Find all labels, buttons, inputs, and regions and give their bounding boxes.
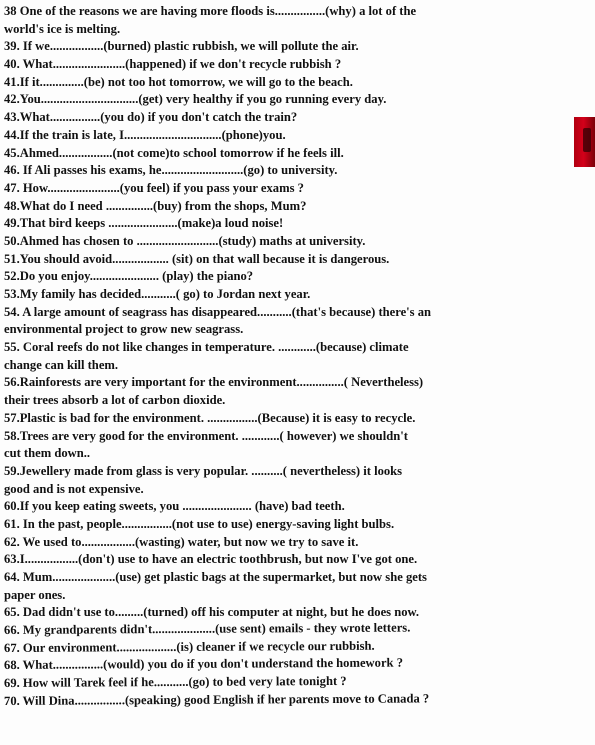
exercise-line: environmental project to grow new seagrass. [4, 322, 244, 337]
exercise-line: 67. Our environment...................(is) cleaner if we recycle our rubbish. [3, 638, 375, 655]
exercise-line: 59.Jewellery made from glass is very popular. ..........( nevertheless) it looks [4, 463, 403, 478]
exercise-line: 64. Mum....................(use) get plastic bags at the supermarket, but now she gets [4, 570, 427, 584]
exercise-text [4, 3, 576, 711]
exercise-line: paper ones. [4, 587, 66, 602]
exercise-line: cut them down.. [4, 446, 91, 461]
exercise-line: 40. What.......................(happened) if we don't recycle rubbish ? [4, 57, 342, 72]
exercise-line: 57.Plastic is bad for the environment. ................(Because) it is easy to recycle. [4, 410, 416, 425]
exercise-line: their trees absorb a lot of carbon dioxide. [4, 393, 226, 408]
exercise-line: good and is not expensive. [4, 481, 144, 496]
exercise-line: 41.If it..............(be) not too hot tomorrow, we will go to the beach. [4, 74, 353, 89]
exercise-line: 69. How will Tarek feel if he...........(go) to bed very late tonight ? [3, 674, 347, 691]
exercise-line: 39. If we.................(burned) plastic rubbish, we will pollute the air. [4, 39, 359, 54]
exercise-line: 66. My grandparents didn't....................(use sent) emails - they wrote letters. [3, 620, 411, 638]
red-edge-mark-shadow [583, 128, 591, 152]
exercise-line: 53.My family has decided...........( go) to Jordan next year. [4, 287, 311, 301]
exercise-line: 62. We used to.................(wasting) water, but now we try to save it. [4, 534, 359, 549]
exercise-line: 60.If you keep eating sweets, you ...................... (have) bad teeth. [4, 499, 345, 514]
exercise-line: 68. What................(would) you do if you don't understand the homework ? [3, 656, 404, 673]
exercise-line: 65. Dad didn't use to.........(turned) off his computer at night, but he does now. [4, 605, 420, 620]
exercise-line: 54. A large amount of seagrass has disappeared...........(that's because) there's an [4, 304, 432, 319]
exercise-line: 45.Ahmed.................(not come)to school tomorrow if he feels ill. [4, 145, 344, 160]
exercise-line: 52.Do you enjoy...................... (play) the piano? [4, 269, 254, 284]
exercise-line: 58.Trees are very good for the environment. ............( however) we shouldn't [4, 428, 408, 443]
exercise-line: 38 One of the reasons we are having more floods is................(why) a lot of the [4, 4, 417, 18]
exercise-line: 47. How.......................(you feel) if you pass your exams ? [4, 180, 304, 195]
exercise-line: 46. If Ali passes his exams, he..........................(go) to university. [4, 163, 338, 178]
exercise-line: 42.You...............................(get) very healthy if you go running every day. [4, 92, 387, 107]
exercise-line: 48.What do I need ...............(buy) from the shops, Mum? [4, 198, 307, 213]
exercise-line: 51.You should avoid.................. (sit) on that wall because it is dangerous. [4, 251, 390, 266]
exercise-line: 63.I.................(don't) use to have an electric toothbrush, but now I've got one. [4, 552, 418, 567]
exercise-line: 49.That bird keeps ......................(make)a loud noise! [4, 216, 284, 231]
exercise-line: 56.Rainforests are very important for the environment...............( Nevertheless) [4, 375, 424, 390]
exercise-line: 61. In the past, people................(not use to use) energy-saving light bulbs. [4, 516, 395, 531]
exercise-line: 43.What................(you do) if you don't catch the train? [4, 110, 298, 125]
exercise-line: 55. Coral reefs do not like changes in temperature. ............(because) climate [4, 340, 409, 355]
exercise-line: world's ice is melting. [4, 21, 121, 36]
exercise-line: 70. Will Dina................(speaking) good English if her parents move to Canada ? [3, 691, 430, 708]
exercise-line: change can kill them. [4, 357, 119, 372]
exercise-line: 44.If the train is late, I...............................(phone)you. [4, 127, 286, 142]
exercise-line: 50.Ahmed has chosen to ..........................(study) maths at university. [4, 233, 366, 248]
